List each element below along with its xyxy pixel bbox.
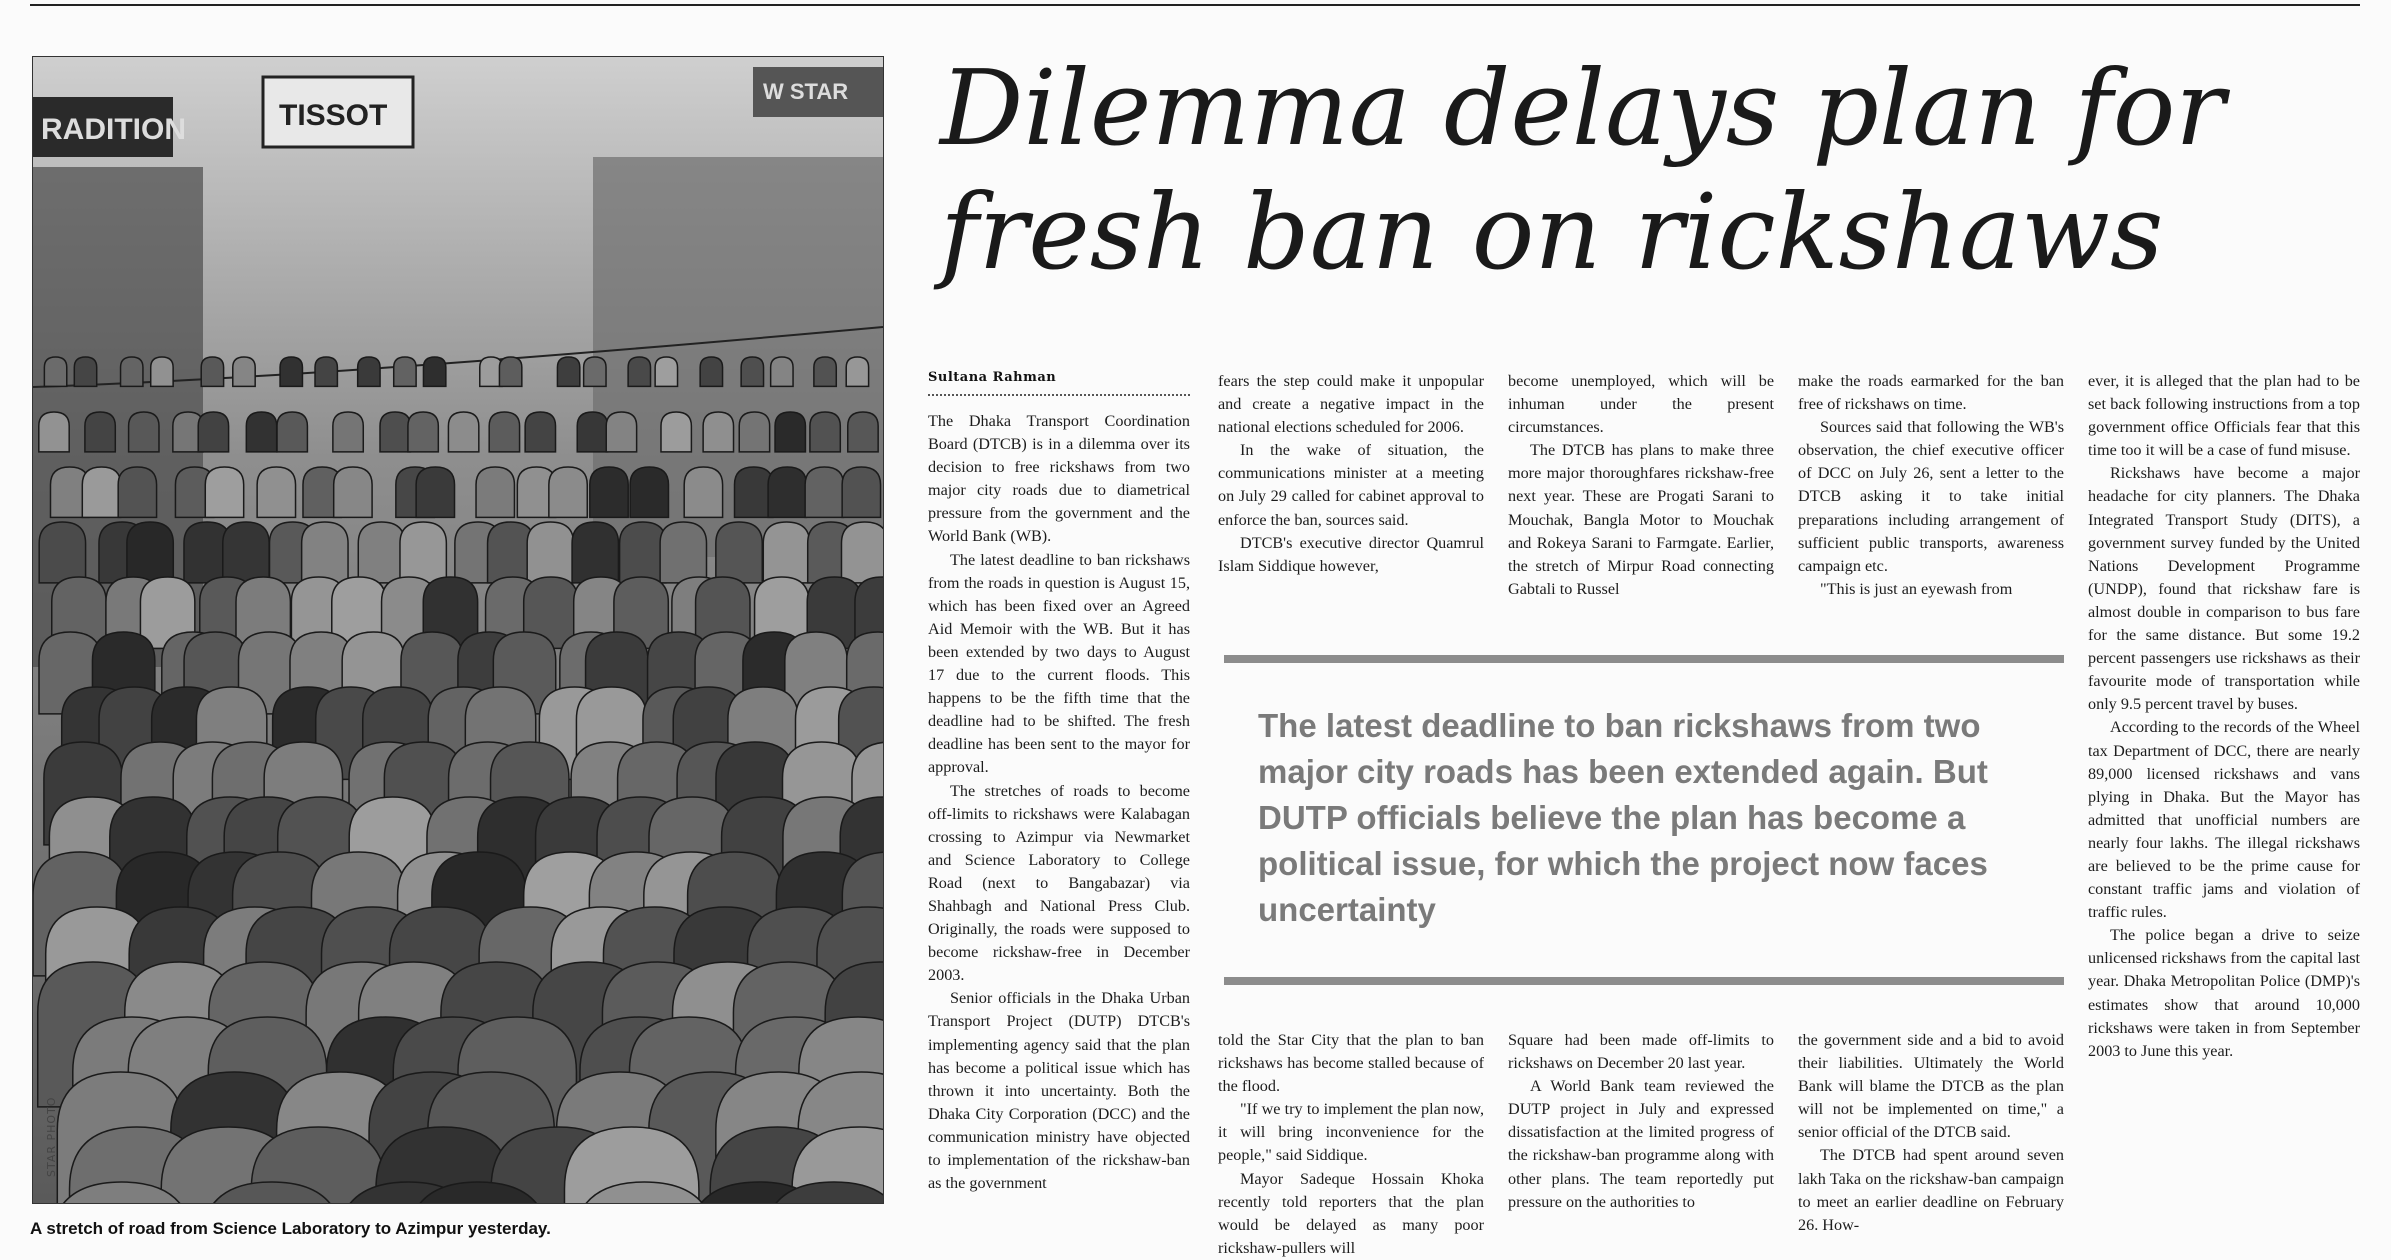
rickshaw-hood — [606, 412, 636, 452]
rickshaw-hood — [85, 412, 115, 452]
rickshaw-hood — [684, 467, 722, 517]
rickshaw-hood — [280, 357, 302, 386]
rickshaw-hood — [628, 357, 650, 386]
rickshaw-hood — [763, 522, 809, 583]
rickshaw-hood — [333, 412, 363, 452]
rickshaw-hood — [233, 357, 255, 386]
article-column-4-bottom — [1798, 1029, 2064, 1237]
rickshaw-hood — [584, 357, 606, 386]
rickshaw-hood — [118, 467, 156, 517]
rickshaw-hood — [129, 412, 159, 452]
paragraph: "If we try to implement the plan now, it will bring inconvenience for the people," said Siddique. — [1218, 1100, 1484, 1165]
rickshaw-hood — [198, 412, 228, 452]
rickshaw-hood — [82, 467, 120, 517]
rickshaw-hood — [716, 522, 762, 583]
rickshaw-hood — [572, 522, 618, 583]
rickshaw-hood — [223, 522, 269, 583]
paragraph: The DTCB has plans to make three more major thoroughfares rickshaw-free next year. These are Progati Sarani to Mouchak, Bangla Motor to Mouchak and Rokeya Sarani to Farmgate. Earlier, the stretch of Mirpur Road connecting Gabtali to Russel — [1508, 441, 1774, 598]
rickshaw-hood — [380, 412, 410, 452]
paragraph: According to the records of the Wheel tax Department of DCC, there are nearly 89,000 licensed rickshaws and vans plying in Dhaka. But the Mayor has admitted that unofficial numbers are nearly four lakhs. The illegal rickshaws are believed to be the prime cause for constant traffic jams and violation of traffic rules. — [2088, 718, 2360, 922]
photo-credit: STAR PHOTO — [45, 1096, 58, 1177]
paragraph: Square had been made off-limits to rickshaws on December 20 last year. — [1508, 1031, 1774, 1073]
paragraph: make the roads earmarked for the ban free of rickshaws on time. — [1798, 372, 2064, 414]
article-column-5 — [2088, 370, 2360, 1063]
paragraph: ever, it is alleged that the plan had to be set back following instructions from a top government office Officials fear that this time too it will be a case of fund misuse. — [2088, 372, 2360, 460]
paragraph: become unemployed, which will be inhuman under the present circumstances. — [1508, 372, 1774, 437]
rickshaw-hood — [768, 467, 806, 517]
article-column-1 — [928, 410, 1190, 1195]
rickshaw-hood — [700, 357, 722, 386]
rickshaw-hood — [127, 522, 173, 583]
pull-quote: The latest deadline to ban rickshaws from two major city roads has been extended again. But DUTP officials believe the plan has become a political issue, for which the project now faces uncertainty — [1258, 707, 1988, 928]
rickshaw-hood — [841, 522, 883, 583]
rickshaw-hood — [771, 357, 793, 386]
paragraph: "This is just an eyewash from — [1820, 579, 2013, 598]
rickshaw-hood — [590, 467, 628, 517]
rickshaw-hood — [39, 522, 85, 583]
headline: Dilemma delays plan for fresh ban on rickshaws — [940, 47, 2226, 293]
pull-quote-top-rule — [1224, 655, 2064, 663]
rickshaw-hood — [121, 357, 143, 386]
rickshaw-hood — [549, 467, 587, 517]
paragraph: Rickshaws have become a major headache for city planners. The Dhaka Integrated Transport Study (DITS), a government survey funded by the United Nations Development Programme (UNDP), found that rickshaw fare is almost double in comparison to bus fare for the same distance. But some 19.2 percent passengers use rickshaws as their favourite mode of transportation while only 9.5 percent travel by buses. — [2088, 464, 2360, 714]
paragraph: The Dhaka Transport Coordination Board (DTCB) is in a dilemma over its decision to free rickshaws from two major city roads due to diametrical pressure from the government and the World Bank (WB). — [928, 412, 1190, 546]
rickshaw-hood — [448, 412, 478, 452]
rickshaw-hood — [499, 357, 521, 386]
rickshaw-hood — [660, 522, 706, 583]
rickshaw-hood — [201, 357, 223, 386]
article-column-2-bottom — [1218, 1029, 1484, 1260]
rickshaw-hood — [805, 467, 843, 517]
rickshaw-hood — [810, 412, 840, 452]
byline: Sultana Rahman — [928, 370, 1057, 385]
article-column-3-top — [1508, 370, 1774, 601]
rickshaw-hood — [302, 522, 348, 583]
paragraph: A World Bank team reviewed the DUTP project in July and expressed dissatisfaction at the limited progress of the rickshaw-ban programme along with other plans. The team reportedly put pressure on the authorities to — [1508, 1077, 1774, 1211]
rickshaw-hood — [661, 412, 691, 452]
sign-tissot: TISSOT — [279, 99, 388, 132]
rickshaw-hood — [775, 412, 805, 452]
rickshaw-hood — [400, 522, 446, 583]
rickshaw-hood — [630, 467, 668, 517]
rickshaw-hood — [205, 467, 243, 517]
rickshaw-hood — [741, 357, 763, 386]
paragraph: DTCB's executive director Quamrul Islam Siddique however, — [1218, 533, 1484, 575]
rickshaw-hood — [246, 412, 276, 452]
paragraph: Mayor Sadeque Hossain Khoka recently told reporters that the plan would be delayed as many poor rickshaw-pullers will — [1218, 1169, 1484, 1257]
byline-dotted-rule — [928, 394, 1190, 396]
paragraph: Sources said that following the WB's observation, the chief executive officer of DCC on July 26, sent a letter to the DTCB asking it to take initial preparations including arrangement of sufficient public transports, awareness campaign etc. — [1798, 418, 2064, 575]
rickshaw-hood — [277, 412, 307, 452]
rickshaw-hood — [557, 357, 579, 386]
rickshaw-hood — [423, 357, 445, 386]
rickshaw-hood — [358, 357, 380, 386]
rickshaw-hood — [476, 467, 514, 517]
paragraph: The DTCB had spent around seven lakh Taka on the rickshaw-ban campaign to meet an earlier deadline on February 26. How- — [1798, 1146, 2064, 1234]
rickshaw-hood — [489, 412, 519, 452]
article-column-4-top — [1798, 370, 2064, 601]
rickshaw-hood — [842, 467, 880, 517]
photo-caption: A stretch of road from Science Laboratory to Azimpur yesterday. — [30, 1219, 551, 1238]
sign-radition: RADITION — [41, 113, 186, 146]
top-rule — [30, 4, 2360, 6]
paragraph: The stretches of roads to become off-limits to rickshaws were Kalabagan crossing to Azimpur via Newmarket and Science Laboratory to College Road (next to Bangabazar) via Shahbagh and National Press Club. Originally, the roads were supposed to become rickshaw-free in December 2003. — [928, 781, 1190, 985]
rickshaw-hood — [334, 467, 372, 517]
rickshaw-street-photo — [33, 57, 883, 1203]
rickshaw-hood — [577, 412, 607, 452]
pull-quote-bottom-rule — [1224, 977, 2064, 985]
rickshaw-hood — [846, 357, 868, 386]
paragraph: told the Star City that the plan to ban rickshaws has become stalled because of the flood. — [1218, 1031, 1484, 1096]
paragraph: Senior officials in the Dhaka Urban Transport Project (DUTP) DTCB's implementing agency said that the plan has become a political issue which has thrown it into uncertainty. Both the Dhaka City Corporation (DCC) and the communication ministry have objected to implementation of the rickshaw-ban as the government — [928, 989, 1190, 1193]
news-photo — [32, 56, 884, 1204]
rickshaw-hood — [655, 357, 677, 386]
paragraph: In the wake of situation, the communications minister at a meeting on July 29 called for cabinet approval to enforce the ban, sources said. — [1218, 441, 1484, 529]
rickshaw-hood — [739, 412, 769, 452]
rickshaw-hood — [39, 412, 69, 452]
rickshaw-hood — [257, 467, 295, 517]
rickshaw-hood — [358, 522, 404, 583]
rickshaw-hood — [735, 467, 773, 517]
rickshaw-hood — [315, 357, 337, 386]
rickshaw-hood — [703, 412, 733, 452]
rickshaw-hood — [416, 467, 454, 517]
rickshaw-hood — [527, 522, 573, 583]
article-column-2-top — [1218, 370, 1484, 578]
paragraph: fears the step could make it unpopular and create a negative impact in the national elections scheduled for 2006. — [1218, 372, 1484, 437]
paragraph: The police began a drive to seize unlicensed rickshaws from the capital last year. Dhaka Metropolitan Police (DMP)'s estimates show that around 10,000 rickshaws were taken in from September 2003 to June this year. — [2088, 926, 2360, 1060]
rickshaw-hood — [525, 412, 555, 452]
rickshaw-hood — [814, 357, 836, 386]
paragraph: The latest deadline to ban rickshaws from the roads in question is August 15, which has been fixed over an Agreed Aid Memoir with the WB. But it has been extended by two days to August 17 due to the current floods. This happens to be the fifth time that the deadline had to be shifted. The fresh deadline has been sent to the mayor for approval. — [928, 550, 1190, 777]
rickshaw-hood — [408, 412, 438, 452]
paragraph: the government side and a bid to avoid their liabilities. Ultimately the World Bank will blame the DTCB as the plan will not be implemented on time," a senior official of the DTCB said. — [1798, 1031, 2064, 1142]
rickshaw-hood — [394, 357, 416, 386]
rickshaw-hood — [44, 357, 66, 386]
sign-star: W STAR — [763, 79, 849, 104]
rickshaw-hood — [848, 412, 878, 452]
article-column-3-bottom — [1508, 1029, 1774, 1214]
rickshaw-hood — [620, 522, 666, 583]
rickshaw-hood — [74, 357, 96, 386]
rickshaw-hood — [151, 357, 173, 386]
